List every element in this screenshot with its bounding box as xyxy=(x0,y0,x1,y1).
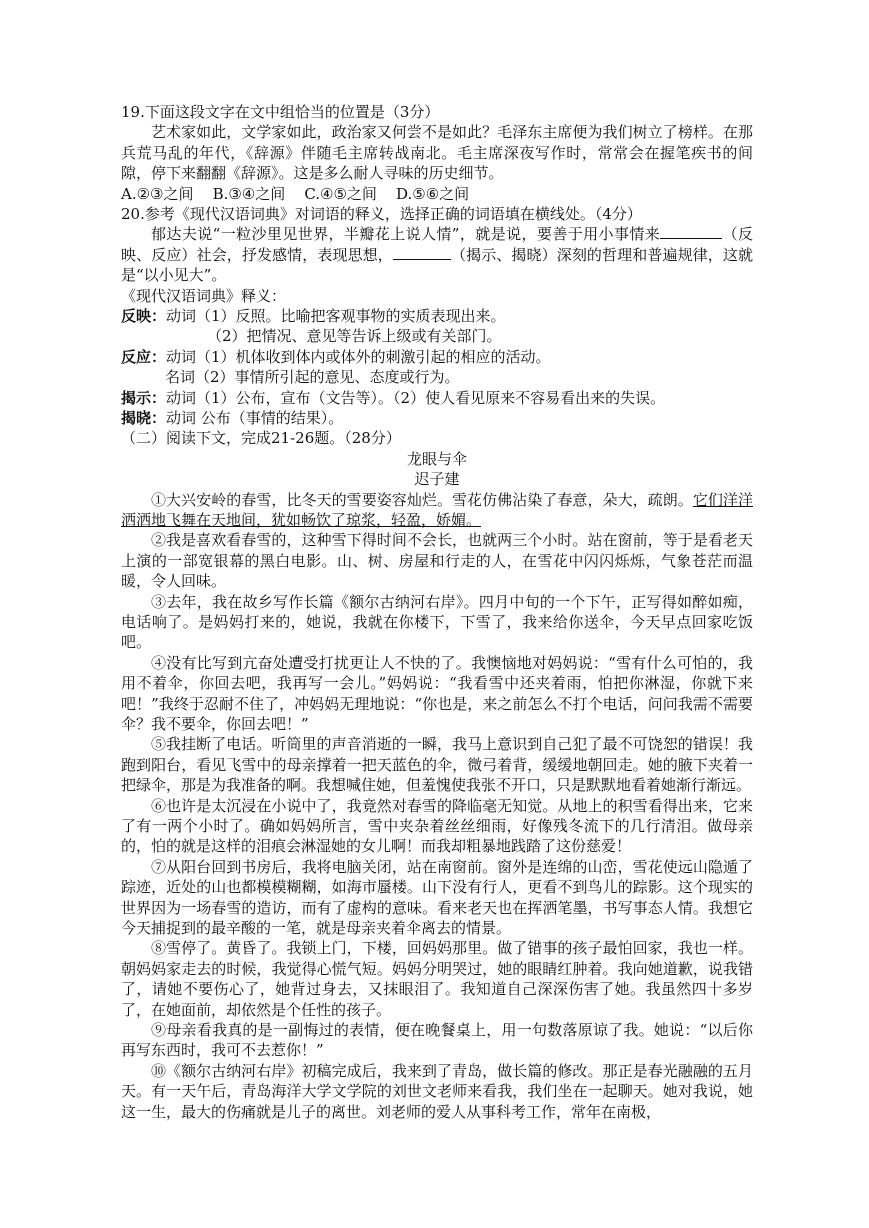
article-body xyxy=(121,490,753,1123)
definition-text: 名词（2）事情所引起的意见、态度或行为。 xyxy=(165,368,460,387)
definition-text: 动词（1）机体收到体内或体外的刺激引起的相应的活动。 xyxy=(166,347,551,366)
article-paragraph: ⑦从阳台回到书房后，我将电脑关闭，站在南窗前。窗外是连绵的山峦，雪花使远山隐遁了踪迹，近处的山也都模模糊糊，如海市蜃楼。山下没有行人，更看不到鸟儿的踪影。这个现实的世界因为一场春雪的造访，而有了虚构的意味。看来老天也在挥洒笔墨，书写事态人情。我想它今天捕捉到的最辛酸的一笔，就是母亲夹着伞离去的情景。 xyxy=(121,857,753,938)
q19-options: A.②③之间 B.③④之间 C.④⑤之间 D.⑤⑥之间 xyxy=(121,184,470,203)
q20-stem: 20.参考《现代汉语词典》对词语的释义，选择正确的词语填在横线处。（4分） xyxy=(121,205,642,223)
article-paragraph: ③去年，我在故乡写作长篇《额尔古纳河右岸》。四月中旬的一个下午，正写得如醉如痴，电话响了。是妈妈打来的，她说，我就在你楼下，下雪了，我来给你送伞，今天早点回家吃饭吧。 xyxy=(121,592,753,652)
q19-passage: 艺术家如此，文学家如此，政治家又何尝不是如此？毛泽东主席便为我们树立了榜样。在那兵荒马乱的年代，《辞源》伴随毛主席转战南北。毛主席深夜写作时，常常会在握笔疾书的间隙，停下来翻翻《辞源》。这是多么耐人寻味的历史细节。 xyxy=(121,123,753,183)
definition-term: 揭晓： xyxy=(121,408,167,427)
q20-passage-part-c: （揭示、揭晓）深刻的哲理和普遍规律，这就是“以小见大”。 xyxy=(121,245,753,285)
paragraph-text: ①大兴安岭的春雪，比冬天的雪要姿容灿烂。雪花仿佛沾染了春意，朵大，疏朗。 xyxy=(151,490,693,509)
underlined-sentence: 它们洋洋洒洒地飞舞在天地间，犹如畅饮了琼浆，轻盈，娇媚。 xyxy=(121,490,753,529)
definition-row xyxy=(121,367,753,387)
definition-term: 揭示： xyxy=(121,388,167,407)
definition-row xyxy=(121,388,753,408)
definition-row xyxy=(121,326,753,346)
q20-passage-part-b: （反映、反应）社会，抒发感情，表现思想， xyxy=(121,225,753,264)
definition-row xyxy=(121,306,753,326)
answer-blank-1[interactable] xyxy=(660,224,722,239)
q19-stem: 19.下面这段文字在文中组恰当的位置是（3分） xyxy=(121,103,440,121)
definition-row xyxy=(121,408,753,428)
answer-blank-2[interactable] xyxy=(393,245,451,260)
definition-term: 反映： xyxy=(121,307,167,325)
definition-list xyxy=(121,306,753,428)
dictionary-title: 《现代汉语词典》释义： xyxy=(121,286,287,305)
definition-row xyxy=(121,347,753,367)
document-page xyxy=(121,102,753,1122)
article-paragraph: ⑤我挂断了电话。听筒里的声音消逝的一瞬，我马上意识到自己犯了最不可饶恕的错误！我跑到阳台，看见飞雪中的母亲撑着一把天蓝色的伞，微弓着背，缓缓地朝回走。她的腋下夹着一把绿伞，那是为我准备的啊。我想喊住她，但羞愧使我张不开口，只是默默地看着她渐行渐远。 xyxy=(121,735,753,795)
article-paragraph: ⑨母亲看我真的是一副悔过的表情，便在晚餐桌上，用一句数落原谅了我。她说：“以后你再写东西时，我可不去惹你！” xyxy=(121,1021,753,1060)
article-paragraph: ⑥也许是太沉浸在小说中了，我竟然对春雪的降临毫无知觉。从地上的积雪看得出来，它来了有一两个小时了。确如妈妈所言，雪中夹杂着丝丝细雨，好像残冬流下的几行清泪。做母亲的，怕的就是这样的泪痕会淋湿她的女儿啊！而我却粗暴地践踏了这份慈爱！ xyxy=(121,796,753,856)
article-title: 龙眼与伞 xyxy=(406,449,467,468)
article-paragraph: ②我是喜欢看春雪的，这种雪下得时间不会长，也就两三个小时。站在窗前，等于是看老天上演的一部宽银幕的黑白电影。山、树、房屋和行走的人，在雪花中闪闪烁烁，气象苍茫而温暖，令人回味。 xyxy=(121,531,753,591)
definition-text: 动词 公布（事情的结果）。 xyxy=(166,408,344,427)
q20-passage-part-a: 郁达夫说“一粒沙里见世界，半瓣花上说人情”，就是说，要善于用小事情来 xyxy=(151,225,661,244)
article-paragraph: ⑧雪停了。黄昏了。我锁上门，下楼，回妈妈那里。做了错事的孩子最怕回家，我也一样。朝妈妈家走去的时候，我觉得心慌气短。妈妈分明哭过，她的眼睛红肿着。我向她道歉，说我错了，请她不要伤心了，她背过身去，又抹眼泪了。我知道自己深深伤害了她。我虽然四十多岁了，在她面前，却依然是个任性的孩子。 xyxy=(121,939,753,1019)
article-author: 迟子建 xyxy=(414,470,460,489)
definition-text: （2）把情况、意见等告诉上级或有关部门。 xyxy=(207,327,502,346)
definition-text: 动词（1）反照。比喻把客观事物的实质表现出来。 xyxy=(166,307,506,325)
q20-passage xyxy=(121,224,753,285)
article-paragraph: ④没有比写到亢奋处遭受打扰更让人不快的了。我懊恼地对妈妈说：“雪有什么可怕的，我用不着伞，你回去吧，我再写一会儿。”妈妈说：“我看雪中还夹着雨，怕把你淋湿，你就下来吧！”我终于忍耐不住了，冲妈妈无理地说：“你也是，来之前怎么不打个电话，问问我需不需要伞？我不要伞，你回去吧！” xyxy=(121,653,753,733)
definition-text: 动词（1）公布，宣布（文告等）。（2）使人看见原来不容易看出来的失误。 xyxy=(166,388,666,407)
article-paragraph: ⑩《额尔古纳河右岸》初稿完成后，我来到了青岛，做长篇的修改。那正是春光融融的五月天。有一天午后，青岛海洋大学文学院的刘世文老师来看我，我们坐在一起聊天。她对我说，她这一生，最大的伤痛就是儿子的离世。刘老师的爱人从事科考工作，常年在南极， xyxy=(121,1061,753,1121)
article-paragraph xyxy=(121,490,753,531)
section-heading: （二）阅读下文，完成21-26题。（28分） xyxy=(121,429,401,448)
definition-term: 反应： xyxy=(121,347,167,366)
